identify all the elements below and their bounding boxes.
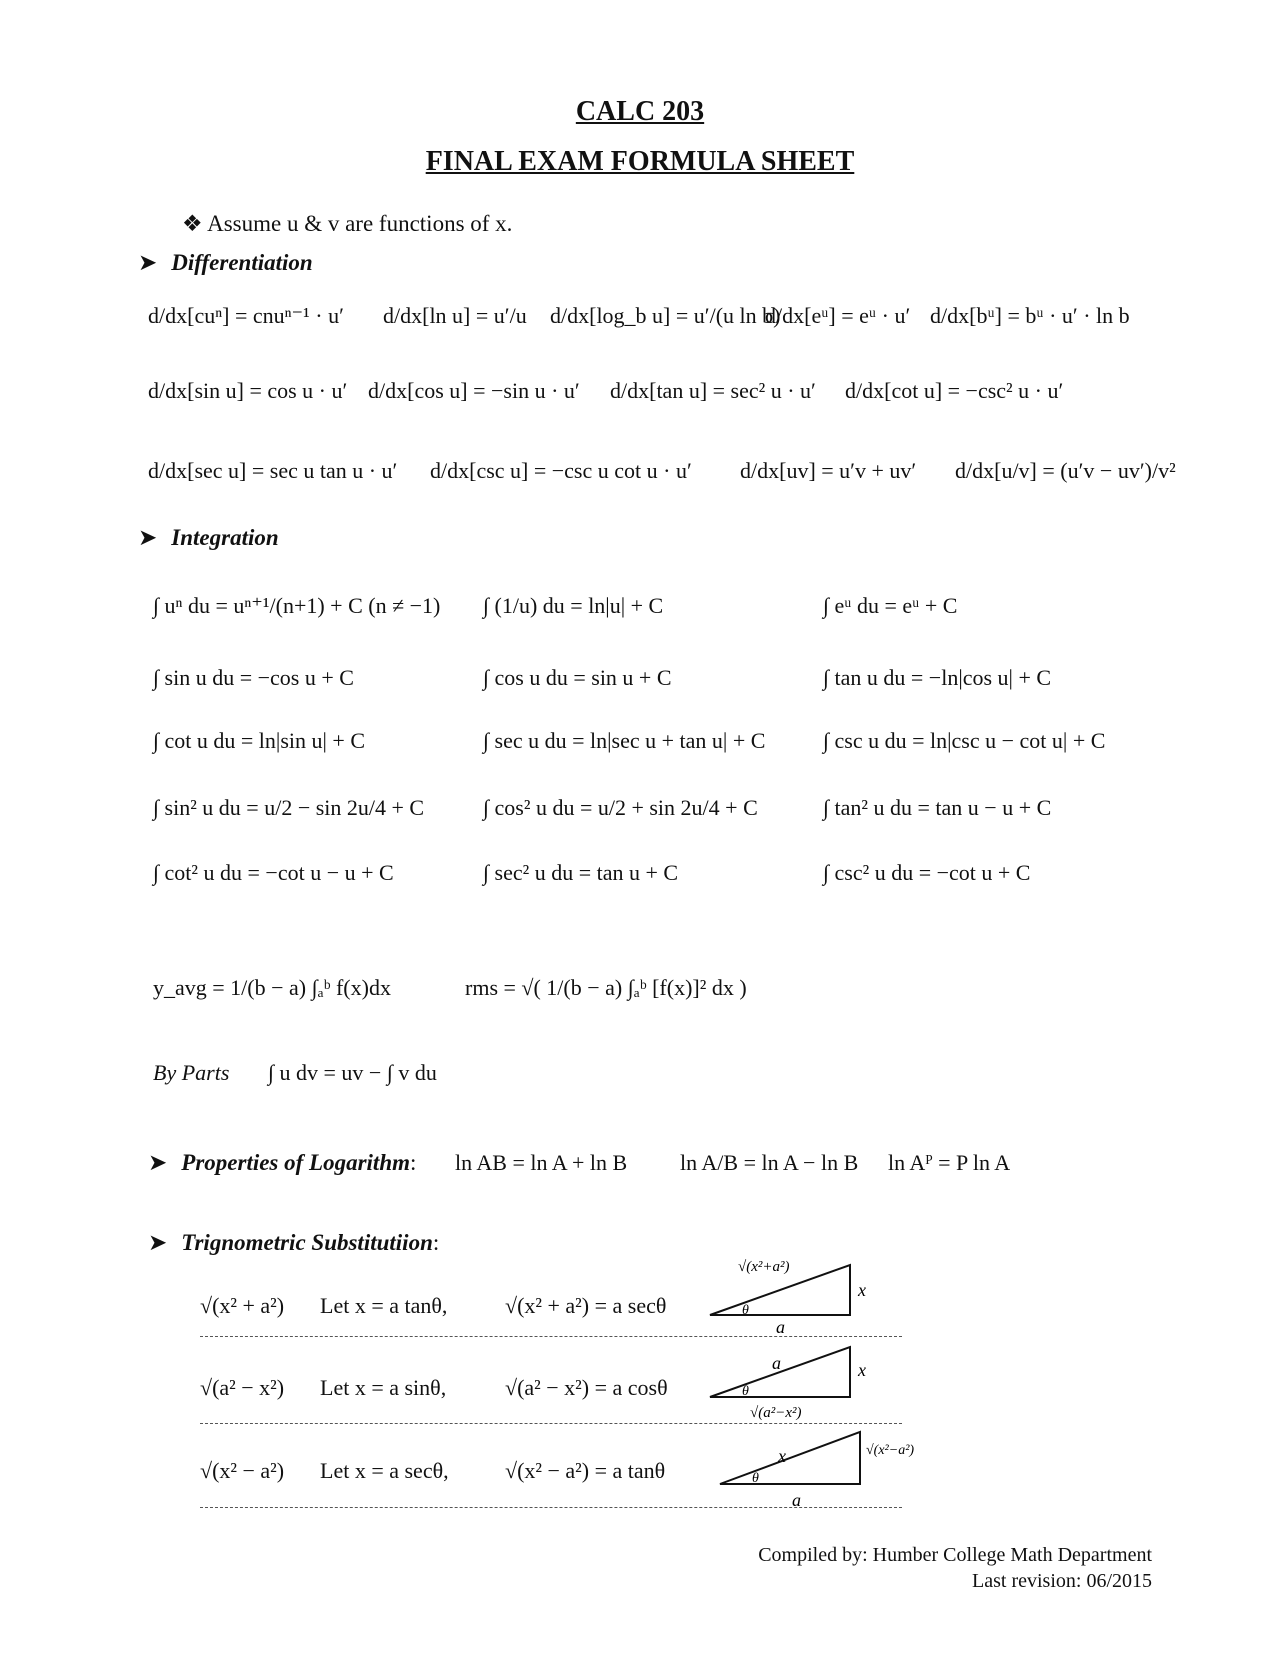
- triangle-adj-2: √(a²−x²): [750, 1405, 802, 1421]
- triangle-opp-3: √(x²−a²): [866, 1443, 915, 1458]
- deriv-tan: d/dx[tan u] = sec² u · u′: [610, 378, 816, 403]
- footer-compiled-by: Compiled by: Humber College Math Department: [758, 1544, 1152, 1566]
- logarithm-heading-label: Properties of Logarithm: [181, 1150, 411, 1175]
- int-cos-squared: ∫ cos² u du = u/2 + sin 2u/4 + C: [483, 795, 758, 820]
- trig-sub-let-2: Let x = a sinθ,: [320, 1375, 447, 1400]
- int-sec-squared: ∫ sec² u du = tan u + C: [483, 860, 679, 885]
- by-parts-formula: ∫ u dv = uv − ∫ v du: [268, 1060, 437, 1085]
- log-quotient-rule: ln A/B = ln A − ln B: [680, 1150, 859, 1175]
- deriv-ln: d/dx[ln u] = u′/u: [383, 303, 527, 328]
- logarithm-heading: [148, 1150, 416, 1176]
- int-cos: ∫ cos u du = sin u + C: [483, 665, 672, 690]
- deriv-cos: d/dx[cos u] = −sin u · u′: [368, 378, 580, 403]
- triangle-opp-2: x: [858, 1360, 866, 1380]
- by-parts-label: By Parts: [153, 1060, 230, 1085]
- triangle-hyp-1: √(x²+a²): [738, 1259, 790, 1275]
- trig-sub-let-3: Let x = a secθ,: [320, 1458, 449, 1483]
- trig-substitution-heading: [148, 1230, 439, 1256]
- arrow-bullet-icon: ➤: [148, 1150, 168, 1175]
- triangle-opp-1: x: [858, 1280, 866, 1300]
- trig-sub-result-1: √(x² + a²) = a secθ: [505, 1293, 667, 1318]
- logarithm-colon: :: [410, 1150, 417, 1175]
- triangle-angle-1: θ: [742, 1303, 749, 1318]
- arrow-bullet-icon: ➤: [138, 525, 158, 550]
- int-reciprocal: ∫ (1/u) du = ln|u| + C: [483, 593, 664, 618]
- deriv-sin: d/dx[sin u] = cos u · u′: [148, 378, 348, 403]
- triangle-diagram-1: [700, 1255, 900, 1335]
- deriv-quotient: d/dx[u/v] = (u′v − uv′)/v²: [955, 458, 1176, 483]
- trig-sub-expr-1: √(x² + a²): [200, 1293, 285, 1318]
- triangle-diagram-2: [700, 1335, 900, 1421]
- triangle-angle-2: θ: [742, 1384, 749, 1399]
- int-csc: ∫ csc u du = ln|csc u − cot u| + C: [823, 728, 1106, 753]
- int-tan: ∫ tan u du = −ln|cos u| + C: [823, 665, 1052, 690]
- arrow-bullet-icon: ➤: [138, 250, 158, 275]
- trig-substitution-colon: :: [432, 1230, 440, 1255]
- int-power: ∫ uⁿ du = uⁿ⁺¹/(n+1) + C (n ≠ −1): [153, 593, 441, 618]
- rms-formula: rms = √( 1/(b − a) ∫ₐᵇ [f(x)]² dx ): [465, 975, 747, 1000]
- triangle-hyp-3: x: [778, 1446, 786, 1466]
- deriv-sec: d/dx[sec u] = sec u tan u · u′: [148, 458, 398, 483]
- int-sin-squared: ∫ sin² u du = u/2 − sin 2u/4 + C: [153, 795, 425, 820]
- log-product-rule: ln AB = ln A + ln B: [455, 1150, 628, 1175]
- triangle-adj-1: a: [776, 1317, 785, 1335]
- footer-last-revision: Last revision: 06/2015: [972, 1570, 1152, 1592]
- triangle-hyp-2: a: [772, 1353, 781, 1373]
- triangle-shape-3: [720, 1432, 860, 1484]
- log-power-rule: ln Aᴾ = P ln A: [888, 1150, 1011, 1175]
- page-title: CALC 203: [575, 96, 705, 127]
- int-cot: ∫ cot u du = ln|sin u| + C: [153, 728, 365, 753]
- deriv-exp-e: d/dx[eᵘ] = eᵘ · u′: [765, 303, 911, 328]
- int-exp: ∫ eᵘ du = eᵘ + C: [823, 593, 958, 618]
- trig-sub-result-2: √(a² − x²) = a cosθ: [505, 1375, 668, 1400]
- trig-sub-expr-2: √(a² − x²): [200, 1375, 285, 1400]
- differentiation-heading: [138, 250, 313, 276]
- int-csc-squared: ∫ csc² u du = −cot u + C: [823, 860, 1031, 885]
- int-cot-squared: ∫ cot² u du = −cot u − u + C: [153, 860, 394, 885]
- deriv-exp-b: d/dx[bᵘ] = bᵘ · u′ · ln b: [930, 303, 1130, 328]
- triangle-adj-3: a: [792, 1490, 801, 1510]
- int-sin: ∫ sin u du = −cos u + C: [153, 665, 354, 690]
- arrow-bullet-icon: ➤: [148, 1230, 168, 1255]
- triangle-diagram-3: [710, 1418, 940, 1510]
- trig-sub-result-3: √(x² − a²) = a tanθ: [505, 1458, 666, 1483]
- differentiation-heading-label: Differentiation: [171, 250, 313, 275]
- trig-sub-expr-3: √(x² − a²): [200, 1458, 285, 1483]
- deriv-cot: d/dx[cot u] = −csc² u · u′: [845, 378, 1064, 403]
- deriv-product: d/dx[uv] = u′v + uv′: [740, 458, 917, 483]
- trig-sub-let-1: Let x = a tanθ,: [320, 1293, 448, 1318]
- int-tan-squared: ∫ tan² u du = tan u − u + C: [823, 795, 1052, 820]
- integration-heading: [138, 525, 279, 551]
- average-value-formula: y_avg = 1/(b − a) ∫ₐᵇ f(x)dx: [153, 975, 391, 1000]
- triangle-angle-3: θ: [752, 1471, 759, 1486]
- integration-heading-label: Integration: [171, 525, 279, 550]
- page-subtitle: FINAL EXAM FORMULA SHEET: [425, 146, 855, 177]
- int-sec: ∫ sec u du = ln|sec u + tan u| + C: [483, 728, 766, 753]
- deriv-csc: d/dx[csc u] = −csc u cot u · u′: [430, 458, 692, 483]
- assumption-note: ❖ Assume u & v are functions of x.: [182, 211, 513, 236]
- deriv-power: d/dx[cuⁿ] = cnuⁿ⁻¹ · u′: [148, 303, 344, 328]
- deriv-log: d/dx[log_b u] = u′/(u ln b): [550, 303, 781, 328]
- trig-substitution-heading-label: Trignometric Substitutiion: [181, 1230, 433, 1255]
- row-divider-3: [200, 1507, 902, 1508]
